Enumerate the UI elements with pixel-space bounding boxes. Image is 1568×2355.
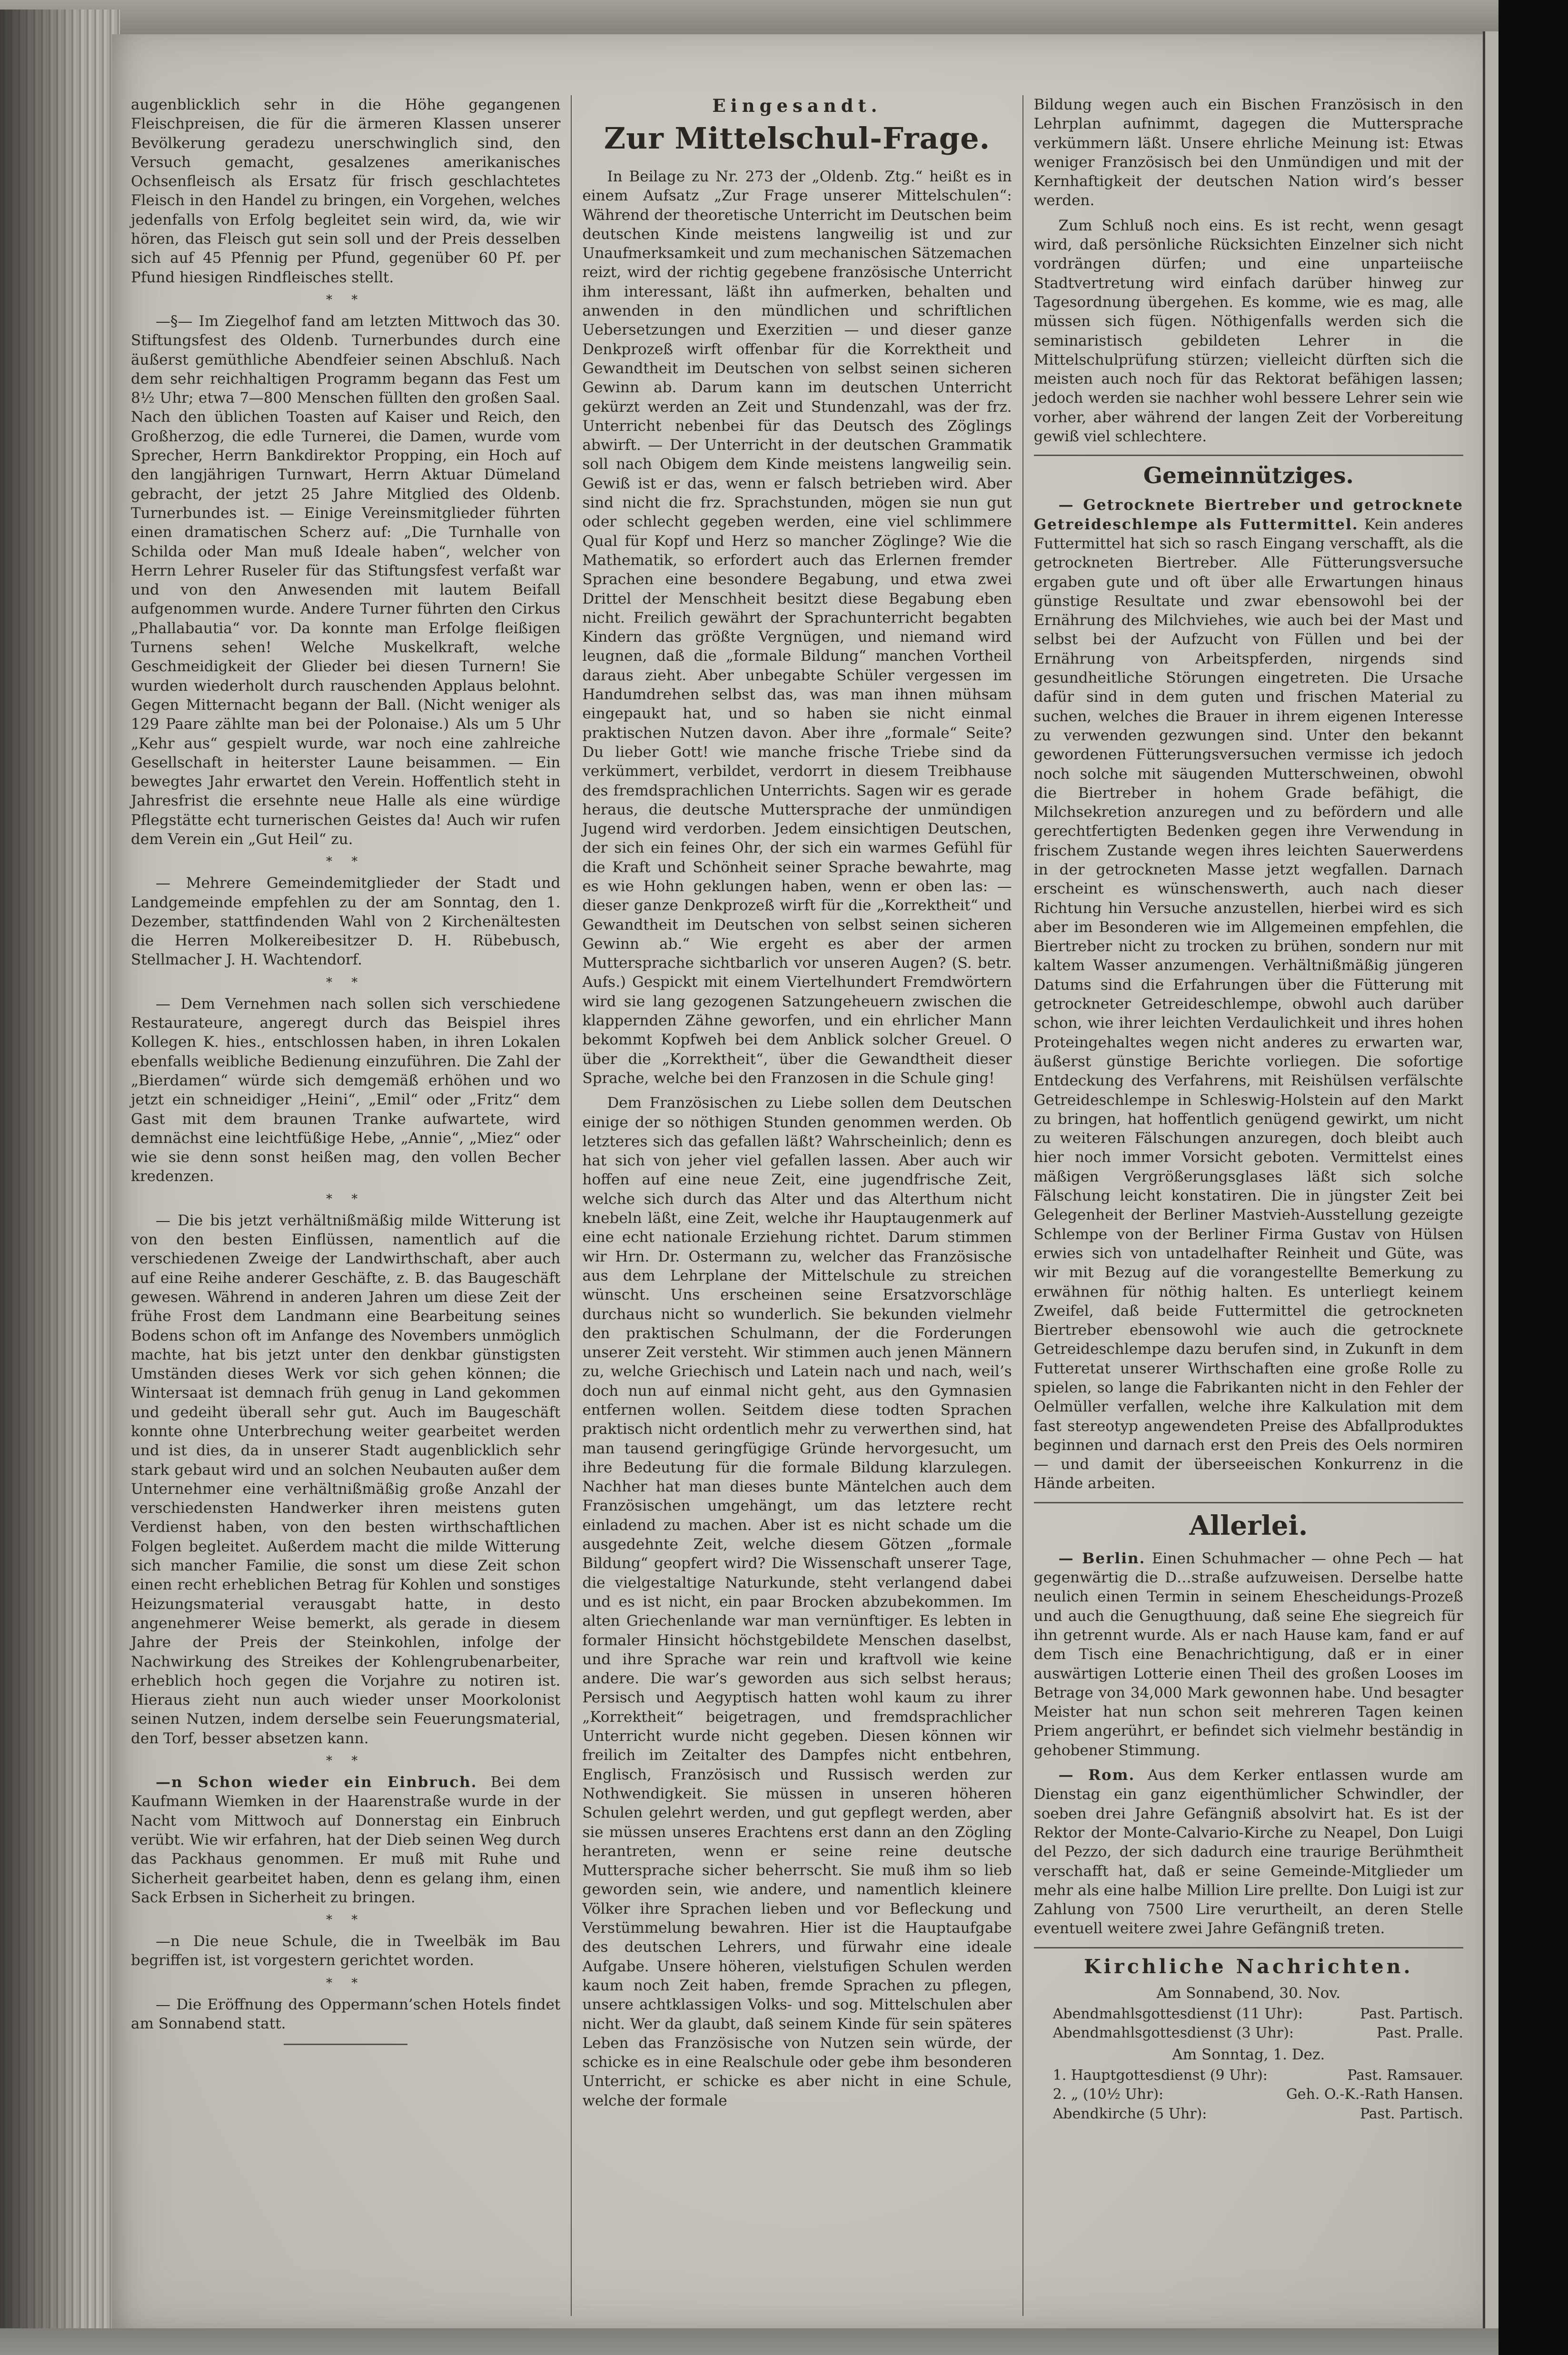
section-rule — [1034, 455, 1463, 456]
article-rom — [1034, 1766, 1463, 1938]
article-lead: —n Schon wieder ein Einbruch. — [156, 1774, 477, 1791]
article-lead: — Getrocknete Biertreber und getrocknete Getreideschlempe als Futtermittel. — [1033, 497, 1463, 533]
article-separator: * * — [326, 1754, 366, 1769]
article-text: Einen Schuhmacher — ohne Pech — hat gegenwärtig die D…straße aufzuweisen. Derselbe hatte neulich einen Termin in seinem Ehescheidungs-Prozeß und auch die Genugthuung, daß seine Ehe siegreich für ihn getrennt wurde. Als er nach Hause kam, fand er auf dem Tisch eine Benachrichtigung, daß er in einer auswärtigen Lotterie einen Theil des großen Looses im Betrage von 34,000 Mark gewonnen habe. Und besagter Meister hat nun schon seit mehreren Tagen keinen Priem angerührt, er befindet sich vielmehr beständig in gehobener Stimmung. — [1033, 1550, 1463, 1759]
article-schule-tweelbaek: —n Die neue Schule, die in Tweelbäk im Bau begriffen ist, ist vorgestern gerichtet worden. — [131, 1933, 561, 1969]
service-pastor: Geh. O.-K.-Rath Hansen. — [1286, 2086, 1463, 2103]
article-lead: — Rom. — [1058, 1767, 1135, 1784]
service-label: 1. Hauptgottesdienst (9 Uhr): — [1052, 2067, 1268, 2084]
book-page-edges — [0, 10, 120, 2355]
adjacent-page-edge — [1483, 31, 1499, 2336]
service-row — [1034, 2085, 1463, 2105]
article-kirchenwahl: — Mehrere Gemeindemitglieder der Stadt und Landgemeinde empfehlen zu der am Sonntag, den 1. Dezember, stattfindenden Wahl von 2 Kirchenältesten die Herren Molkereibesitzer D. H. Rübebusch, Stellmacher J. H. Wachtendorf. — [131, 874, 561, 969]
service-pastor: Past. Partisch. — [1360, 2005, 1463, 2022]
section-heading-gemeinnuetziges: Gemeinnütziges. — [1143, 463, 1354, 489]
scanner-background-top — [0, 0, 1568, 35]
scan-border-right — [1499, 0, 1568, 2355]
column-middle — [571, 95, 1022, 2316]
section-heading-kirchliche-nachrichten: Kirchliche Nachrichten. — [1083, 1955, 1413, 1978]
mittelschul-paragraph-1: In Beilage zu Nr. 273 der „Oldenb. Ztg.“ heißt es in einem Aufsatz „Zur Frage unserer Mittelschulen“: Während der theoretische Unterricht im Deutschen beim deutschen Kinde meistens langweilig ist und zur Unaufmerksamkeit und zum mechanischen Sätzemachen reizt, wird der richtig gegebene französische Unterricht ihm interessant, läßt ihn aufmerken, behalten und anwenden in den mündlichen und schriftlichen Uebersetzungen und Exerzitien — und dieser ganze Denkprozeß wirft offenbar für die Korrektheit und Gewandtheit im Deutschen von selbst seinen sicheren Gewinn ab. Darum kann im deutschen Unterricht gekürzt werden an Zeit und Stundenzahl, was der frz. Unterricht nebenbei für das Deutsch des Zöglings abwirft. — Der Unterricht in der deutschen Grammatik soll nach Obigem dem Kinde meistens langweilig sein. Gewiß ist er das, wenn er falsch betrieben wird. Aber sind nicht die frz. Sprachstunden, mögen sie nun gut oder schlecht gegeben werden, eine viel schlimmere Qual für Kopf und Herz so mancher Zöglinge? Wie die Mathematik, so erfordert auch das Erlernen fremder Sprachen eine besondere Begabung, und etwa zwei Drittel der Menschheit besitzt diese Begabung eben nicht. Freilich gewährt der Sprachunterricht begabten Kindern das größte Vergnügen, und niemand wird leugnen, daß die „formale Bildung“ manchen Vortheil daraus zieht. Aber unbegabte Schüler vergessen im Handumdrehen selbst das, was man ihnen mühsam eingepaukt hat, und so haben sie nicht einmal praktischen Nutzen davon. Aber ihre „formale“ Seite? Du lieber Gott! wie manche frische Triebe sind da verkümmert, verbildet, verdorrt in diesem Treibhause des fremdsprachlichen Unterrichts. Sagen wir es gerade heraus, die deutsche Muttersprache der unmündigen Jugend wird verdorben. Jedem einsichtigen Deutschen, der sich ein feines Ohr, der sich ein warmes Gefühl für die Kraft und Schönheit seiner Sprache bewahrte, mag es wie Hohn geklungen haben, wenn er oben las: — dieser ganze Denkprozeß wirft für die „Korrektheit“ und Gewandtheit im Deutschen von selbst seinen sicheren Gewinn ab.“ Wie ergeht es aber der armen Muttersprache sichtbarlich vor unseren Augen? (S. betr. Aufs.) Gespickt mit einem Viertelhundert Fremdwörtern wird sie lang gezogenen Satzungeheuern zwischen die klappernden Zähne geworfen, und ein ehrlicher Mann bekommt Kopfweh bei dem Anblick solcher Greuel. O über die „Korrektheit“, über die Gewandtheit dieser Sprache, welche bei den Franzosen in die Schule ging! — [582, 168, 1012, 1087]
article-hotel-eroeffnung: — Die Eröffnung des Oppermann’schen Hotels findet am Sonnabend statt. — [131, 1996, 561, 2033]
article-separator: * * — [326, 1192, 366, 1206]
section-heading-eingesandt: Eingesandt. — [712, 95, 882, 116]
service-row — [1034, 2024, 1463, 2043]
article-separator: * * — [326, 292, 366, 307]
section-rule — [1034, 1947, 1463, 1948]
article-berlin — [1034, 1549, 1463, 1760]
section-rule — [1034, 1502, 1463, 1503]
article-text: Aus dem Kerker entlassen wurde am Dienstag ein ganz eigenthümlicher Schwindler, der soeben drei Jahre Gefängniß absolvirt hat. Es ist der Rektor der Monte-Calvario-Kirche zu Neapel, Don Luigi del Pezzo, der sich dadurch eine traurige Berühmtheit verschafft hat, daß er seine Gemeinde-Mitglieder um mehr als eine halbe Million Lire prellte. Don Luigi ist zur Zahlung von 7500 Lire verurtheilt, an deren Stelle eventuell weitere zwei Jahre Gefängniß treten. — [1033, 1767, 1463, 1938]
article-title-mittelschulfrage: Zur Mittelschul-Frage. — [604, 121, 991, 156]
article-text: Kein anderes Futtermittel hat sich so rasch Eingang verschafft, als die getrockneten Biertreber. Alle Fütterungsversuche ergaben gute und oft über alle Erwartungen hinaus günstige Resultate und zwar ebensowohl bei der Ernährung des Milchviehes, wie auch bei der Mast und selbst bei der Aufzucht von Füllen und bei der Ernährung von Arbeitspferden, nirgends sind gesundheitliche Störungen eingetreten. Die Ursache dafür sind in dem guten und frischen Material zu suchen, welches die Brauer in ihrem eigenen Interesse zu verwenden gezwungen sind. Unter den bekannt gewordenen Fütterungsversuchen vermisse ich jedoch noch solche mit säugenden Mutterschweinen, obwohl die Biertreber in hohem Grade befähigt, die Milchsekretion anzuregen und zu befördern und alle gerechtfertigten Bedenken gegen ihre Verwendung in frischem Zustande wegen ihres leichten Sauerwerdens in der getrockneten Masse jetzt wegfallen. Darnach erscheint es wünschenswerth, auch nach dieser Richtung hin Versuche anzustellen, hierbei wird es sich aber im Besonderen wie im Allgemeinen empfehlen, die Biertreber nicht zu trocken zu brühen, sondern nur mit kaltem Wasser anzumengen. Verhältnißmäßig jüngeren Datums sind die Erfahrungen über die Fütterung mit getrockneter Getreideschlempe, obwohl auch darüber schon, wie ihrer leichten Verdaulichkeit und ihres hohen Proteingehaltes wegen nicht anderes zu erwarten war, äußerst günstige Berichte vorliegen. Die sofortige Entdeckung des Verfahrens, mit Reishülsen verfälschte Getreideschlempe in Schleswig-Holstein auf den Markt zu bringen, hat hoffentlich genügend gewirkt, um nicht zu weiteren Fälschungen anzuregen, doch bleibt auch hier noch immer Vorsicht geboten. Vermittelst eines mäßigen Vergrößerungsglases läßt sich solche Fälschung leicht konstatiren. Die in jüngster Zeit bei Gelegenheit der Berliner Mastvieh-Ausstellung gezeigte Schlempe von der Berliner Firma Gustav von Hülsen erwies sich von untadelhafter Reinheit und Güte, was wir mit Bezug auf die vorangestellte Bemerkung zu erwähnen für nöthig halten. Es unterliegt keinem Zweifel, daß beide Futtermittel die getrockneten Biertreber ebensowohl wie auch die getrocknete Getreideschlempe dazu berufen sind, in Zukunft in dem Futteretat unserer Wirthschaften eine große Rolle zu spielen, so lange die Fabrikanten nicht in den Fehler der Oelmüller verfallen, welche ihre Kalkulation mit dem fast stereotyp angewendeten Preise des Abfallproduktes beginnen und darnach erst den Preis des Oels normiren — und damit der überseeischen Konkurrenz in die Hände arbeiten. — [1033, 516, 1463, 1492]
column-right — [1022, 95, 1474, 2316]
mittelschul-paragraph-2: Dem Französischen zu Liebe sollen dem Deutschen einige der so nöthigen Stunden genommen werden. Ob letzteres sich das gefallen läßt? Wahrscheinlich; denn es hat sich von jeher viel gefallen lassen. Aber auch wir hoffen auf eine neue Zeit, eine jugendfrische Zeit, welche sich durch das Alter und das Alterthum nicht knebeln läßt, eine Zeit, welche ihr Hauptaugenmerk auf eine echt nationale Erziehung richtet. Darum stimmen wir Hrn. Dr. Ostermann zu, welcher das Französische aus dem Lehrplane der Mittelschule zu streichen wünscht. Uns erscheinen seine Ersatzvorschläge durchaus nicht so wunderlich. Sie bekunden vielmehr den praktischen Schulmann, der die Forderungen unserer Zeit versteht. Wir stimmen auch jenen Männern zu, welche Griechisch und Latein nach und nach, weil’s doch nun auf einmal nicht geht, aus den Gymnasien entfernen wollen. Seitdem diese todten Sprachen praktisch nicht ordentlich mehr zu verwerthen sind, hat man tausend geringfügige Gründe hervorgesucht, um ihre Bedeutung für die formale Bildung klarzulegen. Nachher hat man dieses bunte Mäntelchen auch dem Französischen umgehängt, um das letztere recht einladend zu machen. Aber ist es nicht schade um die ausgedehnte Zeit, welche diesem Götzen „formale Bildung“ geopfert wird? Die Wissenschaft unserer Tage, die vielgestaltige Naturkunde, steht verlangend dabei und es ist nicht, ein paar Brocken abzubekommen. Im alten Griechenlande war man vernünftiger. Es lebten in formaler Hinsicht höchstgebildete Menschen daselbst, und ihre Sprache war rein und kraftvoll wie keine andere. Die war’s geworden aus sich selbst heraus; Persisch und Aegyptisch hatten wohl kaum zu ihrer „Korrektheit“ beigetragen, und fremdsprachlicher Unterricht wurde nicht gegeben. Diesen können wir freilich im Zeitalter des Dampfes nicht entbehren, Englisch, Französisch und Russisch werden zur Nothwendigkeit. Sie müssen in unseren höheren Schulen gelehrt werden, und gut gepflegt werden, aber sie müssen unseres Erachtens erst dann an den Zögling herantreten, wenn er seine reine deutsche Muttersprache sicher beherrscht. Sie muß ihm so lieb geworden sein, wie andere, und namentlich kleinere Völker ihre Sprachen lieben und vor Befleckung und Verstümmelung bewahren. Hier ist die Hauptaufgabe des deutschen Lehrers, und fürwahr eine ideale Aufgabe. Unsere höheren, vielstufigen Schulen werden kaum noch Zeit haben, fremde Sprachen zu pflegen, unsere achtklassigen Volks- und sog. Mittelschulen aber nicht. Wer da glaubt, daß seinem Kinde für sein späteres Leben das Französische von Nutzen sein würde, der schicke es in eine Realschule oder gebe ihm besonderen Unterricht, er schicke es aber nicht in eine Schule, welche der formale — [582, 1094, 1012, 2109]
mittelschul-continuation-1: Bildung wegen auch ein Bischen Französisch in den Lehrplan aufnimmt, dagegen die Muttersprache verkümmern läßt. Unsere ehrliche Meinung ist: Etwas weniger Französisch bei den Unmündigen und mit der Kernhaftigkeit der deutschen Nation wird’s besser werden. — [1033, 96, 1463, 209]
article-einbruch — [131, 1773, 560, 1907]
column-end-rule — [284, 2044, 407, 2045]
article-lead: — Berlin. — [1058, 1550, 1146, 1567]
article-witterung: — Die bis jetzt verhältnißmäßig milde Witterung ist von den besten Einflüssen, namentlich auf die verschiedenen Zweige der Landwirthschaft, aber auch auf eine Reihe anderer Geschäfte, z. B. das Baugeschäft gewesen. Während in anderen Jahren um diese Zeit der frühe Frost dem Landmann eine Bearbeitung seines Bodens schon oft im Anfange des Novembers unmöglich machte, hat bis jetzt unter den denkbar günstigsten Umständen dieses Werk vor sich gehen können; die Wintersaat ist demnach früh genug in Land gekommen und gedeiht überall sehr gut. Auch im Baugeschäft konnte ohne Unterbrechung weiter gearbeitet werden und ist dies, da in unserer Stadt augenblicklich sehr stark gebaut wird und an solchen Neubauten außer dem Unternehmer eine verhältnißmäßig große Anzahl der verschiedensten Handwerker ihren meistens guten Verdienst haben, von den besten wirthschaftlichen Folgen begleitet. Außerdem macht die milde Witterung sich mancher Familie, die sonst um diese Zeit schon einen recht erheblichen Betrag für Kohlen und sonstiges Heizungsmaterial verausgabt hatte, in desto angenehmerer Weise bemerkt, als gerade in diesem Jahre der Preis der Steinkohlen, infolge der Nachwirkung des Streikes der Kohlengrubenarbeiter, erheblich hoch gegen die Vorjahre zu notiren ist. Hieraus zieht nun auch wieder unser Moorkolonist seinen Nutzen, indem derselbe sein Feuerungsmaterial, den Torf, besser absetzen kann. — [131, 1212, 561, 1747]
service-date: Am Sonnabend, 30. Nov. — [1156, 1984, 1340, 2002]
article-separator: * * — [326, 1913, 366, 1928]
article-separator: * * — [326, 975, 366, 990]
service-date: Am Sonntag, 1. Dez. — [1172, 2046, 1325, 2063]
column-left — [120, 95, 571, 2316]
service-row — [1034, 2066, 1463, 2086]
service-label: Abendkirche (5 Uhr): — [1052, 2105, 1207, 2122]
article-turnfest: —§— Im Ziegelhof fand am letzten Mittwoch das 30. Stiftungsfest des Oldenb. Turnerbundes durch eine äußerst gemüthliche Abendfeier seinen Abschluß. Nach dem sehr reichhaltigen Programm begann das Fest um 8½ Uhr; etwa 7—800 Menschen füllten den großen Saal. Nach den üblichen Toasten auf Kaiser und Reich, den Großherzog, die edle Turnerei, die Damen, wurde vom Sprecher, Herrn Bankdirektor Propping, ein Hoch auf den langjährigen Turnwart, Herrn Aktuar Dümeland gebracht, der jetzt 25 Jahre Mitglied des Oldenb. Turnerbundes ist. — Einige Vereinsmitglieder führten einen dramatischen Scherz auf: „Die Turnhalle von Schilda oder Man muß Ideale haben“, welcher von Herrn Lehrer Ruseler für das Stiftungsfest verfaßt war und von den Anwesenden mit lautem Beifall aufgenommen wurde. Andere Turner führten den Cirkus „Phallabautia“ vor. Da konnte man Erfolge fleißigen Turnens sehen! Welche Muskelkraft, welche Geschmeidigkeit der Glieder bei diesen Turnern! Sie wurden wiederholt durch rauschenden Applaus belohnt. Gegen Mitternacht begann der Ball. (Nicht weniger als 129 Paare zählte man bei der Polonaise.) Als um 5 Uhr „Kehr aus“ gespielt wurde, war noch eine zahlreiche Gesellschaft in heiterster Laune beisammen. — Ein bewegtes Jahr erwartet den Verein. Hoffentlich steht in Jahresfrist die ersehnte neue Halle als eine würdige Pflegstätte echt turnerischen Geistes da! Auch wir rufen dem Verein ein „Gut Heil“ zu. — [131, 312, 561, 848]
service-row — [1034, 2105, 1463, 2124]
article-futtermittel — [1034, 496, 1463, 1493]
article-separator: * * — [326, 855, 366, 869]
article-bierdamen: — Dem Vernehmen nach sollen sich verschiedene Restaurateure, angeregt durch das Beispiel ihres Kollegen K. hies., entschlossen haben, in ihren Lokalen ebenfalls weibliche Bedienung einzuführen. Die Zahl der „Bierdamen“ würde sich demgemäß erhöhen und wo jetzt ein schneidiger „Heini“, „Emil“ oder „Fritz“ dem Gast mit dem braunen Tranke aufwartete, wird demnächst eine leichtfüßige Hebe, „Annie“, „Miez“ oder wie sie denn sonst heißen mag, den vollen Becher kredenzen. — [131, 995, 561, 1185]
service-pastor: Past. Pralle. — [1376, 2025, 1463, 2042]
service-pastor: Past. Ramsauer. — [1347, 2067, 1463, 2084]
service-label: 2. „ (10½ Uhr): — [1052, 2086, 1164, 2103]
mittelschul-continuation-2: Zum Schluß noch eins. Es ist recht, wenn gesagt wird, daß persönliche Rücksichten Einzelner sich nicht vordrängen dürfen; und eine unparteiische Stadtvertretung wird einfach darüber hinweg zur Tagesordnung übergehen. Es komme, wie es mag, alle müssen sich fügen. Nöthigenfalls werden sich die seminaristisch gebildeten Lehrer in die Mittelschulprüfung stürzen; vielleicht dürften sich die meisten auch noch für das Rektorat befähigen lassen; jedoch werden sie nachher wohl bessere Lehrer sein wie vorher, aber während der langen Zeit der Vorbereitung gewiß viel schlechtere. — [1033, 217, 1463, 446]
service-pastor: Past. Partisch. — [1360, 2105, 1463, 2122]
service-row — [1034, 2005, 1463, 2024]
article-fleischpreise: augenblicklich sehr in die Höhe gegangenen Fleischpreisen, die für die ärmeren Klassen unserer Bevölkerung geradezu unerschwinglich sind, den Versuch gemacht, gesalzenes amerikanisches Ochsenfleisch als Ersatz für frisch geschlachtetes Fleisch in den Handel zu bringen, ein Vorgehen, welches jedenfalls von Erfolg begleitet sein wird, da, wie wir hören, das Fleisch gut sein soll und der Preis desselben sich auf 45 Pfennig per Pfund, gegenüber 60 Pf. per Pfund hiesigen Rindfleisches stellt. — [131, 96, 561, 286]
service-label: Abendmahlsgottesdienst (3 Uhr): — [1052, 2025, 1294, 2042]
section-heading-allerlei: Allerlei. — [1189, 1510, 1308, 1541]
service-label: Abendmahlsgottesdienst (11 Uhr): — [1052, 2005, 1303, 2022]
page-text-area — [120, 95, 1474, 2316]
article-text: Bei dem Kaufmann Wiemken in der Haarenstraße wurde in der Nacht vom Mittwoch auf Donnerstag ein Einbruch verübt. Wie wir erfahren, hat der Dieb seinen Weg durch das Packhaus genommen. Er muß mit Ruhe und Sicherheit gearbeitet haben, denn es gelang ihm, einen Sack Erbsen in Sicherheit zu bringen. — [131, 1774, 561, 1906]
newspaper-page — [112, 34, 1485, 2328]
scanner-background-bottom — [0, 2328, 1499, 2355]
article-separator: * * — [326, 1976, 366, 1990]
